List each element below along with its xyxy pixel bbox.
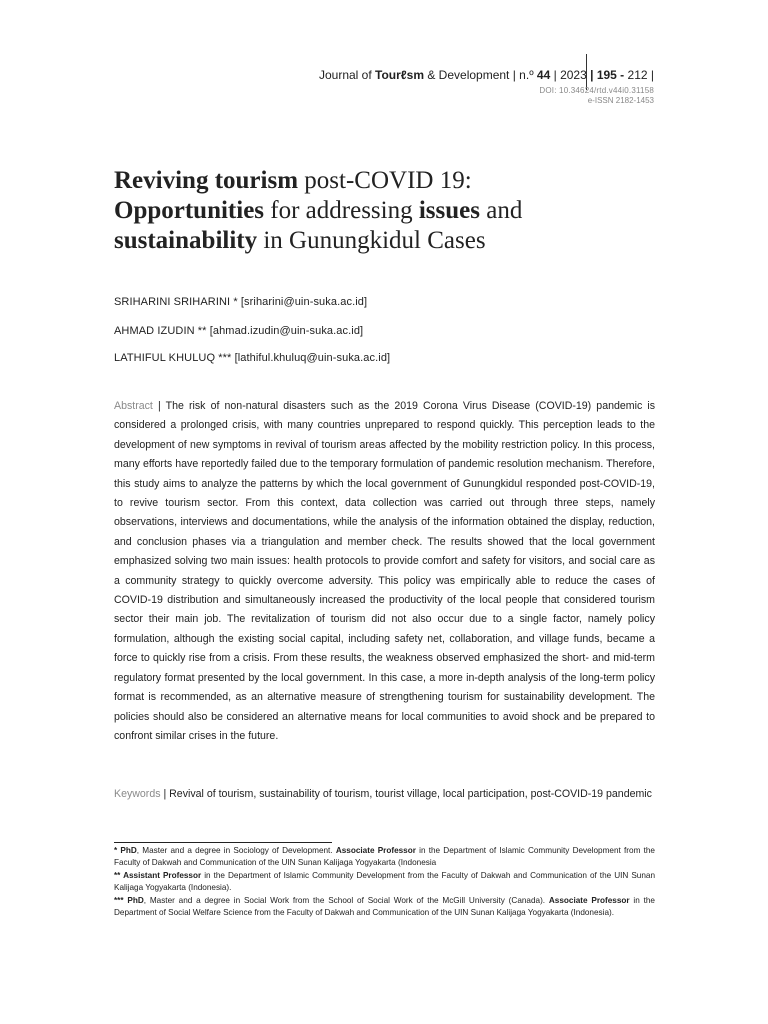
abstract: [114, 397, 655, 746]
paper-title: [114, 166, 674, 256]
journal-name-prefix: Journal of: [318, 68, 372, 82]
page-range-end: 212 |: [627, 68, 654, 82]
journal-header: [319, 68, 654, 105]
title-text: post-COVID 19:: [298, 167, 472, 194]
title-line-3: [114, 226, 674, 256]
issue-number: 44: [536, 68, 551, 82]
title-emphasis: issues: [418, 197, 480, 224]
title-emphasis: Opportunities: [114, 197, 265, 224]
page-range-start: | 195 -: [590, 68, 625, 82]
footnote-divider: [114, 842, 332, 843]
title-text: for addressing: [264, 197, 419, 224]
footnote-text: in the Department of Islamic Community Development from the Faculty of Dakwah and Communication of the UIN Sunan Kalijaga Yogyakarta (Indonesia).: [114, 870, 655, 893]
journal-citation-line: [319, 68, 654, 82]
journal-brand: Tourℓsm: [375, 68, 424, 82]
footnote-mark: ** Assistant Professor: [114, 870, 202, 880]
author-3: LATHIFUL KHULUQ *** [lathiful.khuluq@uin-suka.ac.id]: [114, 352, 391, 364]
footnote-role: Associate Professor: [548, 895, 630, 905]
footnote-text: in the Department of Islamic Community Development from the Faculty of Dakwah and Communication of the UIN Sunan Kalijaga Yogyakarta (Indonesia: [114, 846, 655, 868]
issue-year: | 2023: [553, 68, 587, 82]
issn: e-ISSN 2182-1453: [587, 96, 654, 105]
keywords: [114, 785, 655, 804]
title-text: and: [480, 197, 523, 224]
author-footnotes: [114, 845, 655, 919]
footnote-role: Associate Professor: [335, 846, 416, 855]
author-1: SRIHARINI SRIHARINI * [sriharini@uin-suka.ac.id]: [114, 296, 368, 308]
doi: DOI: 10.34624/rtd.v44i0.31158: [539, 86, 654, 95]
footnote-text: in the Department of Social Welfare Science from the Faculty of Dakwah and Communication of the UIN Sunan Kalijaga Yogyakarta (Indonesia).: [114, 895, 655, 918]
footnote-3: [114, 895, 655, 920]
footnote-mark: *** PhD: [114, 895, 144, 905]
footnote-text: , Master and a degree in Social Work from the School of Social Work of the McGill University (Canada).: [143, 895, 549, 905]
footnote-mark: * PhD: [114, 846, 137, 855]
abstract-label: Abstract: [114, 400, 153, 412]
title-line-1: [114, 166, 674, 196]
journal-name-suffix: & Development: [427, 68, 510, 82]
author-2: AHMAD IZUDIN ** [ahmad.izudin@uin-suka.ac.id]: [114, 325, 364, 337]
title-emphasis: sustainability: [114, 227, 258, 254]
title-emphasis: Reviving tourism: [114, 167, 299, 194]
title-text: in Gunungkidul Cases: [257, 227, 486, 254]
abstract-text: | The risk of non-natural disasters such as the 2019 Corona Virus Disease (COVID-19) pandemic is considered a prolonged crisis, with many countries unprepared to respond quickly. This perception leads to the development of new symptoms in revival of tourism areas affected by the mobility restriction policy. In this process, many efforts have reportedly failed due to the temporary formulation of pandemic resolution mechanism. Therefore, this study aims to analyze the patterns by which the local government of Gunungkidul responded post-COVID-19, to revive tourism sector. From this context, data collection was carried out through three steps, namely observations, interviews and documentations, while the analysis of the information obtained the display, reduction, and conclusion phases via a triangulation and member check. The results showed that the local government emphasized solving two main issues: health protocols to provide comfort and safety for visitors, and social care as a community strategy to quickly overcome adversity. This policy was empirically able to reduce the cases of COVID-19 distribution and simultaneously increased the productivity of the local people that considered tourism sector their main job. The revitalization of tourism did not also occur due to a single factor, namely policy formulation, although the existing social capital, including safety net, collaboration, and village funds, became a force to quickly rise from a crisis. From these results, the weakness observed emphasized the short- and mid-term regulatory format presented by the local government. In this case, a more in-depth analysis of the long-term policy format is recommended, as an alternative measure of strengthening tourism for sustainability development. The policies should also be considered an alternative means for local communities to avoid shock and be prepared to confront similar crises in the future.: [114, 400, 655, 742]
footnote-2: [114, 870, 655, 895]
footnote-1: [114, 845, 655, 870]
keywords-text: | Revival of tourism, sustainability of tourism, tourist village, local participation, post-COVID-19 pandemic: [160, 788, 652, 800]
footnote-text: , Master and a degree in Sociology of Development.: [136, 846, 336, 855]
keywords-label: Keywords: [114, 788, 161, 800]
title-line-2: [114, 196, 674, 226]
issue-prefix: | n.º: [512, 68, 534, 82]
